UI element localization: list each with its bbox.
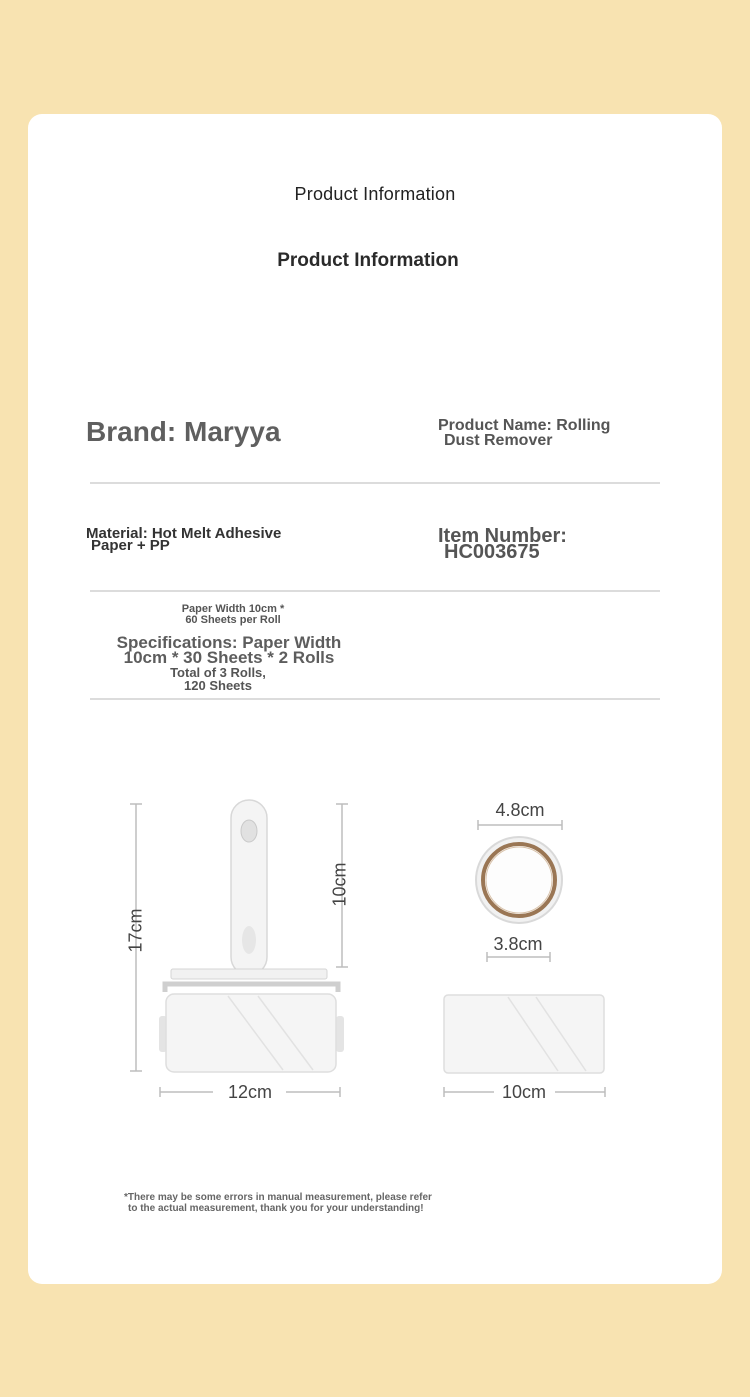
disclaimer-line-1: *There may be some errors in manual measurement, please refer (124, 1192, 432, 1203)
refill-width-label: 10cm (501, 1082, 546, 1102)
spec-total-line-1: Total of 3 Rolls, (170, 665, 266, 680)
refill-roll-side-image (444, 995, 604, 1073)
spec-main-line-2: 10cm * 30 Sheets * 2 Rolls (123, 648, 335, 667)
product-dimension-illustration (28, 114, 722, 1284)
section-title: Product Information (277, 250, 459, 271)
spec-main-line-1: Specifications: Paper Width (116, 633, 342, 652)
roller-width-label: 12cm (227, 1082, 272, 1102)
material-line-1: Material: Hot Melt Adhesive (86, 525, 282, 542)
product-name-line-2: Dust Remover (444, 432, 553, 449)
handle-height-label: 10cm (329, 862, 350, 907)
lint-roller-image (159, 800, 344, 1072)
item-number-line-1: Item Number: (438, 525, 567, 547)
outer-diameter-label: 4.8cm (495, 800, 545, 820)
product-name-line-1: Product Name: Rolling (438, 417, 611, 434)
refill-roll-end-image (476, 837, 562, 923)
roller-height-label: 17cm (125, 908, 146, 953)
item-number-line-2: HC003675 (444, 541, 540, 563)
spec-total-line-2: 120 Sheets (184, 678, 252, 693)
disclaimer-line-2: to the actual measurement, thank you for your understanding! (128, 1203, 424, 1214)
product-info-card (28, 114, 722, 1284)
outer-diameter-measure-line (478, 820, 562, 830)
inner-diameter-label: 3.8cm (493, 934, 543, 954)
brand-label: Brand: Maryya (86, 416, 281, 447)
spec-roll-line-2: 60 Sheets per Roll (185, 614, 281, 626)
material-line-2: Paper + PP (91, 537, 170, 554)
measurement-disclaimer (124, 1192, 564, 1214)
spec-roll-line-1: Paper Width 10cm * (181, 603, 285, 615)
page-title: Product Information (294, 184, 456, 204)
